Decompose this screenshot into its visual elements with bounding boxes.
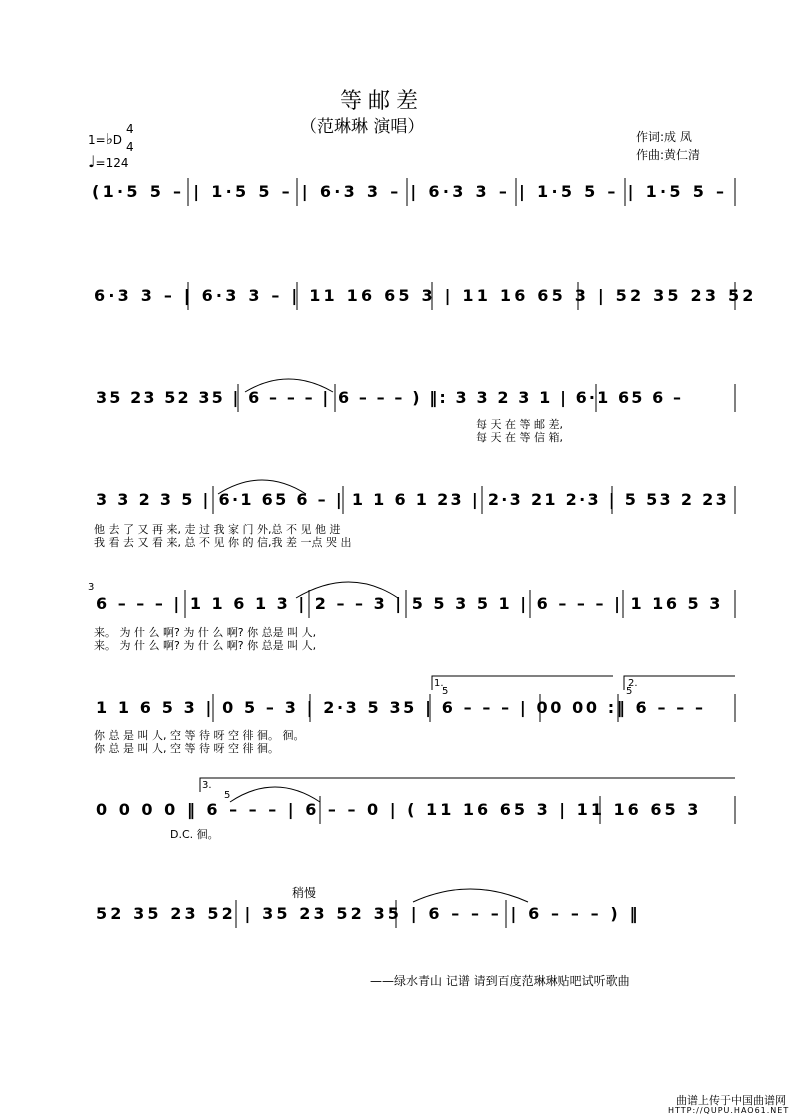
lyrics-row-5-verse-1: 来。 为 什 么 啊? 为 什 么 啊? 你 总是 叫 人, (94, 626, 317, 639)
score-row-2: 6·3 3 – | 6·3 3 – | 11 16 65 3 | 11 16 65 3 | 52 35 23 52 (94, 286, 757, 305)
score-row-6: 1 1 6 5 3 | 0 5 – 3 | 2·3 5 35 | 6 – – – | 00 00 :‖ 6 – – – (96, 698, 706, 717)
lyrics-row-6-verse-2: 你 总 是 叫 人, 空 等 待 呀 空 徘 徊。 (94, 742, 279, 755)
score-row-1: (1·5 5 – | 1·5 5 – | 6·3 3 – | 6·3 3 – | 1·5 5 – | 1·5 5 – (92, 182, 728, 201)
time-signature-bottom: 4 (126, 140, 134, 154)
grace-note-volta3: 5 (224, 790, 231, 801)
lyrics-row-6-verse-1: 你 总 是 叫 人, 空 等 待 呀 空 徘 徊。 徊。 (94, 729, 305, 742)
volta-1-bracket (432, 676, 613, 690)
time-signature-top: 4 (126, 122, 134, 136)
lyrics-row-5-verse-2: 来。 为 什 么 啊? 为 什 么 啊? 你 总是 叫 人, (94, 639, 317, 652)
lyrics-row-7: D.C. 徊。 (170, 828, 219, 841)
flat-icon: ♭ (105, 130, 113, 148)
quarter-note-icon: ♩ (88, 152, 96, 171)
slur (245, 379, 333, 392)
volta-2-label: 2. (628, 678, 638, 689)
lyrics-row-4-verse-2: 我 看 去 又 看 来, 总 不 见 你 的 信,我 差 一点 哭 出 (94, 536, 352, 549)
watermark-site-name: 曲谱上传于中国曲谱网 (676, 1094, 786, 1107)
slur (296, 582, 398, 598)
song-subtitle: （范琳琳 演唱） (300, 117, 425, 137)
volta-3-label: 3. (202, 780, 212, 791)
lyrics-row-3-verse-2: 每 天 在 等 信 箱, (476, 431, 563, 444)
tempo-value: =124 (95, 156, 129, 170)
slower-marking: 稍慢 (292, 886, 317, 900)
volta-3-bracket (200, 778, 735, 792)
composer-credit: 作曲:黄仁清 (636, 148, 701, 162)
song-title: 等邮差 (340, 89, 425, 114)
score-row-3: 35 23 52 35 | 6 – – – | 6 – – – ) ‖: 3 3 2 3 1 | 6·1 65 6 – (96, 388, 684, 407)
lyricist-credit: 作词:成 凤 (636, 130, 692, 144)
score-row-4: 3 3 2 3 5 | 6·1 65 6 – | 1 1 6 1 23 | 2·3 21 2·3 | 5 53 2 23 (96, 490, 730, 509)
slur (218, 480, 306, 494)
volta-2-bracket (624, 676, 735, 690)
key-note: D (112, 133, 123, 147)
key-prefix: 1= (88, 133, 106, 147)
grace-note-row5: 3 (88, 582, 95, 593)
score-row-7: 0 0 0 0 ‖ 6 – – – | 6 – – 0 | ( 11 16 65 3 | 11 16 65 3 (96, 800, 702, 819)
grace-note-volta2: 5 (626, 686, 633, 697)
score-row-8: 52 35 23 52 | 35 23 52 35 | 6 – – – | 6 – – – ) ‖ (96, 904, 641, 923)
slur (230, 787, 320, 802)
slur (413, 889, 528, 902)
volta-1-label: 1. (434, 678, 444, 689)
transcriber-credit: ——绿水青山 记谱 请到百度范琳琳贴吧试听歌曲 (370, 974, 630, 988)
grace-note-volta1: 5 (442, 686, 449, 697)
lyrics-row-3-verse-1: 每 天 在 等 邮 差, (476, 418, 563, 431)
lyrics-row-4-verse-1: 他 去 了 又 再 来, 走 过 我 家 门 外,总 不 见 他 进 (94, 523, 341, 536)
watermark-site-url: HTTP://QUPU.HAO61.NET (668, 1106, 790, 1115)
score-row-5: 6 – – – | 1 1 6 1 3 | 2 – – 3 | 5 5 3 5 1 | 6 – – – | 1 16 5 3 (96, 594, 723, 613)
